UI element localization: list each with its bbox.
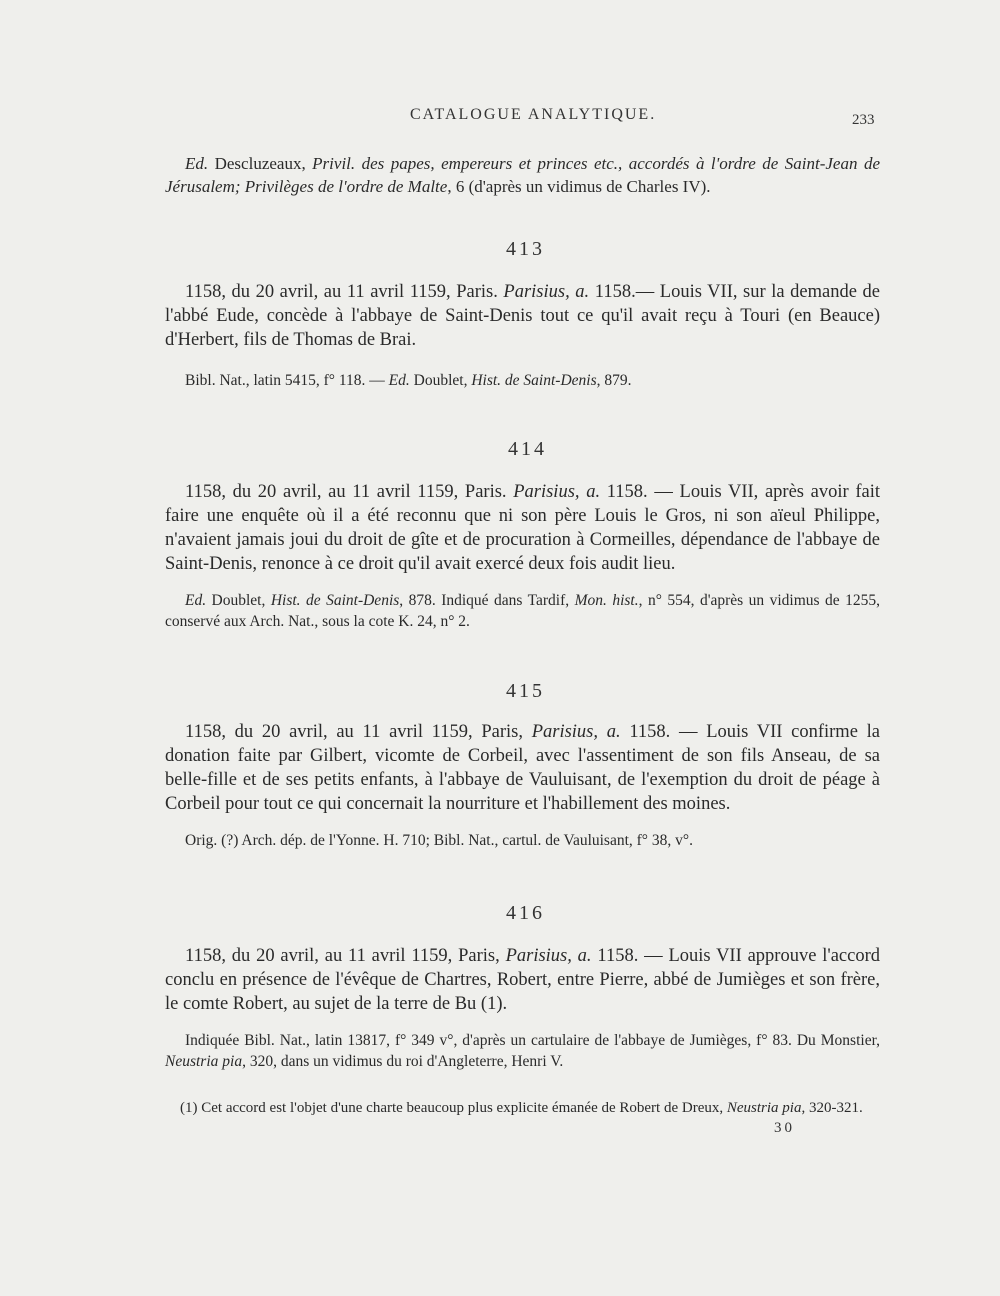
author: Descluzeaux, [208, 154, 313, 173]
entry-414 [165, 480, 880, 632]
work-title: Privil. des papes, empereurs et princes etc., accordés à l'ordre de Saint-Jean de Jérusalem; Privilèges de l'ordre de Malte [165, 154, 880, 196]
entry-text: 1158, du 20 avril, au 11 avril 1159, Paris. Parisius, a. 1158.— Louis VII, sur la demande de l'abbé Eude, concède à l'abbaye de Saint-Denis tout ce qu'il avait reçu à Touri (en Beauce) d'Herbert, fils de Thomas de Brai. [165, 282, 880, 350]
entry-number: 414 [508, 438, 547, 460]
entry-source-note: Bibl. Nat., latin 5415, f° 118. — Ed. Doublet, Hist. de Saint-Denis, 879. [185, 372, 632, 389]
entry-text: 1158, du 20 avril, au 11 avril 1159, Paris, Parisius, a. 1158. — Louis VII confirme la donation faite par Gilbert, vicomte de Corbeil, avec l'assentiment de son fils Anseau, de sa belle-fille et de ses petits enfants, à l'abbaye de Vauluisant, de l'exemption du droit de péage à Corbeil pour tout ce qui concernait la nourriture et l'habillement des moines. [165, 722, 880, 814]
entry-number: 416 [506, 902, 545, 924]
top-edition-note [165, 152, 880, 198]
footnote: (1) Cet accord est l'objet d'une charte beaucoup plus explicite émanée de Robert de Dreux, Neustria pia, 320-321. [180, 1100, 863, 1116]
entry-text: 1158, du 20 avril, au 11 avril 1159, Paris, Parisius, a. 1158. — Louis VII approuve l'accord conclu en présence de l'évêque de Chartres, Robert, entre Pierre, abbé de Jumièges et son frère, le comte Robert, au sujet de la terre de Bu (1). [165, 946, 880, 1014]
entry-source-note: Indiquée Bibl. Nat., latin 13817, f° 349 v°, d'après un cartulaire de l'abbaye de Jumièges, f° 83. Du Monstier, Neustria pia, 320, dans un vidimus du roi d'Angleterre, Henri V. [165, 1032, 880, 1070]
entry-source-note: Ed. Doublet, Hist. de Saint-Denis, 878. Indiqué dans Tardif, Mon. hist., n° 554, d'après un vidimus de 1255, conservé aux Arch. Nat., sous la cote K. 24, n° 2. [165, 592, 881, 630]
entry-413 [165, 280, 880, 391]
entry-416 [165, 944, 880, 1072]
ed-label: Ed. [185, 154, 209, 173]
reference-tail: , 6 (d'après un vidimus de Charles IV). [447, 177, 711, 196]
running-title: CATALOGUE ANALYTIQUE. [410, 106, 657, 123]
entry-number: 413 [506, 238, 545, 260]
page-number: 233 [852, 112, 875, 128]
entry-415 [165, 720, 880, 851]
entry-text: 1158, du 20 avril, au 11 avril 1159, Paris. Parisius, a. 1158. — Louis VII, après avoir fait faire une enquête où il a été reconnu que ni son père Louis le Gros, ni son aïeul Philippe, n'avaient jamais joui du droit de gîte et de procuration à Cormeilles, dépendance de l'abbaye de Saint-Denis, renonce à ce droit qu'il avait exercé deux fois audit lieu. [165, 482, 880, 574]
entry-source-note: Orig. (?) Arch. dép. de l'Yonne. H. 710; Bibl. Nat., cartul. de Vauluisant, f° 38, v°. [185, 832, 693, 849]
entry-number: 415 [506, 680, 545, 702]
signature-mark: 30 [774, 1120, 795, 1136]
